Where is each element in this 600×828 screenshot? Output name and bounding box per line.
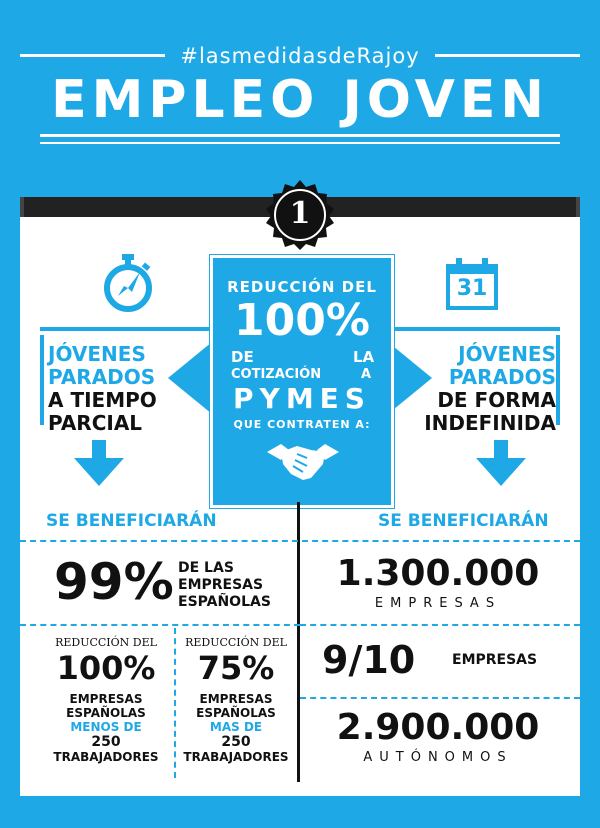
box2-l2: ESPAÑOLAS	[196, 706, 276, 720]
dashed-divider-right-2	[300, 697, 580, 699]
title-rule-2	[40, 142, 560, 144]
box2-l1: EMPRESAS	[199, 692, 273, 706]
frame-left	[0, 197, 20, 797]
dashed-divider-left	[20, 624, 300, 626]
box2-top: REDUCCIÓN DEL	[185, 636, 287, 649]
right-label-4: INDEFINIDA	[424, 411, 556, 435]
left-top-bar	[40, 327, 212, 331]
left-beneficiaran: SE BENEFICIARÁN	[46, 511, 217, 531]
badge-number: 1	[289, 196, 311, 231]
stat-2900000-caption: AUTÓNOMOS	[363, 750, 513, 765]
card-line-1: REDUCCIÓN DEL	[227, 278, 377, 296]
left-label-3: A TIEMPO	[48, 388, 157, 412]
box1-percent: 100%	[56, 649, 156, 687]
box2-l3: MAS DE	[209, 720, 263, 734]
dashed-divider-right-1	[300, 624, 580, 626]
page-title: EMPLEO JOVEN	[51, 70, 549, 130]
stat-1300000-caption: EMPRESAS	[374, 596, 502, 611]
left-down-arrow-icon	[74, 440, 124, 486]
box2-l5: TRABAJADORES	[183, 750, 289, 764]
right-down-arrow-icon	[476, 440, 526, 486]
right-label-1: JÓVENES	[458, 342, 556, 366]
left-label-1: JÓVENES	[48, 342, 146, 366]
dashed-divider-1	[20, 540, 580, 542]
stat-99-percent: 99%	[54, 553, 174, 611]
card-line-6: QUE CONTRATEN A:	[233, 418, 371, 431]
box1-top: REDUCCIÓN DEL	[55, 636, 157, 649]
right-label-2: PARADOS	[448, 365, 556, 389]
box2-l4: 250	[221, 734, 251, 750]
card-line-3-left: DE	[231, 348, 254, 366]
stat-99-caption-1: DE LAS	[178, 560, 234, 576]
right-side-bar	[556, 335, 560, 425]
stat-99-caption-3: ESPAÑOLAS	[178, 594, 271, 610]
card-line-4-right: A	[361, 367, 372, 382]
right-beneficiaran: SE BENEFICIARÁN	[378, 511, 549, 531]
calendar-icon	[444, 256, 500, 312]
left-side-bar	[40, 335, 44, 425]
right-label-3: DE FORMA	[437, 388, 556, 412]
center-divider	[297, 502, 300, 782]
stat-9-10-caption: EMPRESAS	[452, 652, 538, 668]
title-rule-1	[40, 134, 560, 137]
card-percent: 100%	[234, 295, 370, 346]
box1-l4: 250	[91, 734, 121, 750]
stat-2900000: 2.900.000	[336, 707, 540, 748]
right-top-bar	[388, 327, 560, 331]
calendar-day: 31	[456, 276, 488, 301]
frame-right	[580, 197, 600, 797]
card-line-3-right: LA	[353, 348, 375, 366]
handshake-icon	[267, 438, 339, 486]
stopwatch-icon	[100, 252, 156, 312]
left-label-2: PARADOS	[48, 365, 156, 389]
number-badge	[264, 178, 336, 250]
box1-l1: EMPRESAS	[69, 692, 143, 706]
hashtag: #lasmedidasdeRajoy	[180, 44, 420, 68]
stat-9-10: 9/10	[322, 638, 416, 682]
card-line-4-left: COTIZACIÓN	[231, 367, 322, 382]
center-card	[210, 255, 394, 508]
box1-l5: TRABAJADORES	[53, 750, 159, 764]
stat-1300000: 1.300.000	[336, 553, 540, 594]
card-pymes: PYMES	[233, 382, 371, 415]
box1-l2: ESPAÑOLAS	[66, 706, 146, 720]
box2-percent: 75%	[197, 649, 275, 687]
footer-bar	[0, 796, 600, 828]
stat-99-caption-2: EMPRESAS	[178, 577, 264, 593]
box1-l3: MENOS DE	[70, 720, 142, 734]
left-label-4: PARCIAL	[48, 411, 143, 435]
